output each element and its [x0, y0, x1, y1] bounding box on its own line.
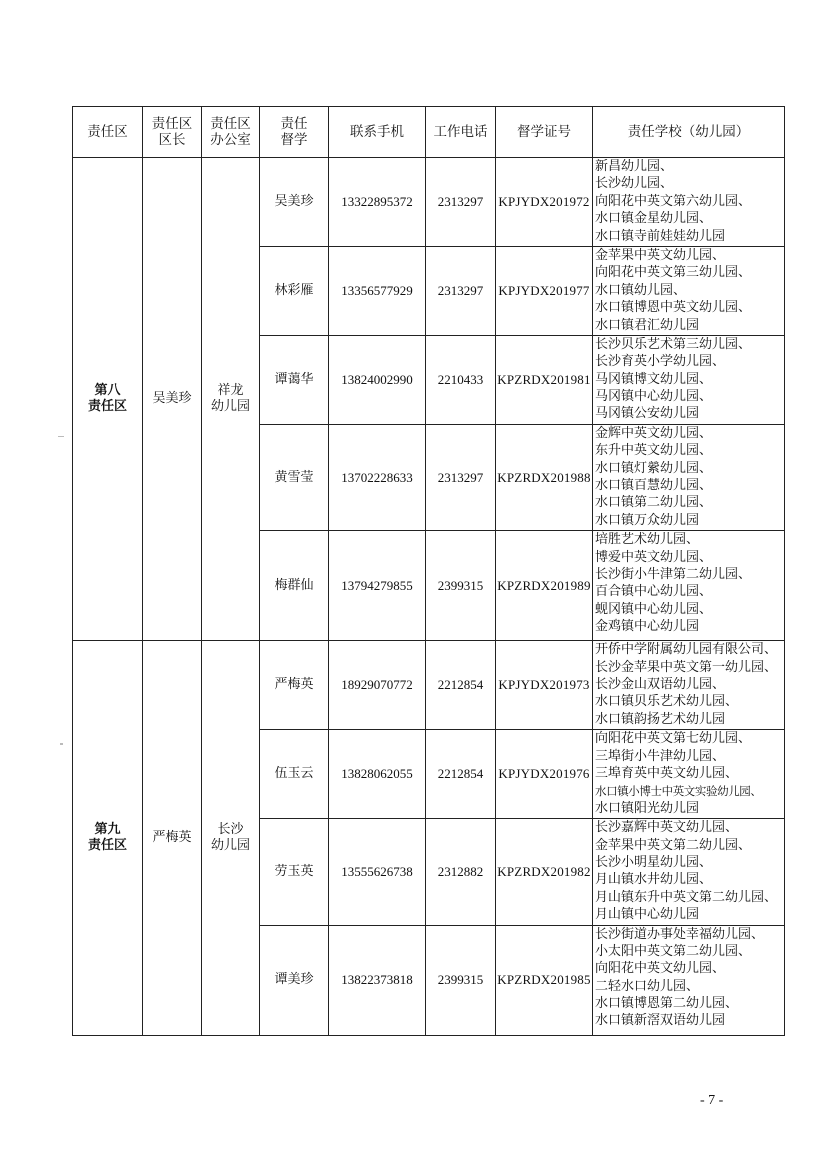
inspector-name: 劳玉英 — [260, 819, 329, 925]
cert-number: KPZRDX201989 — [496, 531, 593, 641]
school-item: 长沙街道办事处幸福幼儿园、 — [595, 926, 765, 942]
school-item: 开侨中学附属幼儿园有限公司、 — [595, 642, 778, 658]
school-item: 向阳花中英文第六幼儿园、 — [595, 193, 752, 209]
header-work-phone: 工作电话 — [426, 107, 496, 158]
school-item: 水口镇新滘双语幼儿园 — [595, 1013, 726, 1029]
work-phone: 2212854 — [426, 641, 496, 730]
school-list — [593, 531, 785, 641]
school-item: 长沙幼儿园、 — [595, 176, 674, 192]
school-item: 月山镇东升中英文第二幼儿园、 — [595, 889, 778, 905]
school-item: 水口镇幼儿园、 — [595, 282, 687, 298]
school-item: 水口镇韵扬艺术幼儿园 — [595, 711, 726, 727]
work-phone: 2313297 — [426, 158, 496, 247]
school-item: 向阳花中英文第七幼儿园、 — [595, 731, 752, 747]
header-zone-office: 责任区 办公室 — [202, 107, 260, 158]
mobile-number: 13322895372 — [329, 158, 426, 247]
school-list — [593, 158, 785, 247]
school-list — [593, 819, 785, 925]
school-item: 月山镇中心幼儿园 — [595, 907, 700, 923]
school-item: 金辉中英文幼儿园、 — [595, 425, 713, 441]
school-item: 水口镇博恩中英文幼儿园、 — [595, 300, 752, 316]
zone-chief: 严梅英 — [143, 641, 202, 1035]
header-zone-chief: 责任区 区长 — [143, 107, 202, 158]
school-item: 金苹果中英文第二幼儿园、 — [595, 837, 752, 853]
mobile-number: 13824002990 — [329, 335, 426, 424]
cert-number: KPZRDX201982 — [496, 819, 593, 925]
header-schools: 责任学校（幼儿园） — [593, 107, 785, 158]
school-item: 三埠育英中英文幼儿园、 — [595, 765, 739, 781]
inspector-name: 林彩雁 — [260, 246, 329, 335]
work-phone: 2313297 — [426, 246, 496, 335]
mobile-number: 18929070772 — [329, 641, 426, 730]
school-item: 马冈镇博文幼儿园、 — [595, 371, 713, 387]
scan-speck — [58, 436, 64, 437]
school-list — [593, 730, 785, 819]
table-row — [73, 641, 785, 730]
inspector-name: 黄雪莹 — [260, 424, 329, 530]
zone-office: 祥龙 幼儿园 — [202, 158, 260, 641]
work-phone: 2313297 — [426, 424, 496, 530]
cert-number: KPZRDX201988 — [496, 424, 593, 530]
school-item: 水口镇第二幼儿园、 — [595, 495, 713, 511]
mobile-number: 13356577929 — [329, 246, 426, 335]
mobile-number: 13828062055 — [329, 730, 426, 819]
school-item: 长沙金山双语幼儿园、 — [595, 677, 726, 693]
inspector-name: 梅群仙 — [260, 531, 329, 641]
inspection-zone-table — [72, 106, 785, 1036]
school-item: 水口镇贝乐艺术幼儿园、 — [595, 694, 739, 710]
inspector-name: 严梅英 — [260, 641, 329, 730]
header-mobile: 联系手机 — [329, 107, 426, 158]
school-item: 新昌幼儿园、 — [595, 159, 674, 174]
mobile-number: 13702228633 — [329, 424, 426, 530]
school-item: 水口镇寺前娃娃幼儿园 — [595, 228, 726, 244]
school-item: 蚬冈镇中心幼儿园、 — [595, 601, 713, 617]
school-item: 向阳花中英文第三幼儿园、 — [595, 265, 752, 281]
school-item: 长沙小明星幼儿园、 — [595, 854, 713, 870]
zone-chief: 吴美珍 — [143, 158, 202, 641]
school-item: 水口镇灯縈幼儿园、 — [595, 460, 713, 476]
school-item: 百合镇中心幼儿园、 — [595, 584, 713, 600]
table-header-row — [73, 107, 785, 158]
school-item: 小太阳中英文第二幼儿园、 — [595, 943, 752, 959]
school-list — [593, 424, 785, 530]
school-item: 水口镇万众幼儿园 — [595, 512, 700, 528]
header-inspector: 责任 督学 — [260, 107, 329, 158]
school-item: 水口镇百慧幼儿园、 — [595, 478, 713, 494]
school-item: 水口镇小博士中英文实验幼儿园、 — [595, 784, 762, 799]
school-item: 博爱中英文幼儿园、 — [595, 549, 713, 565]
school-item: 水口镇君汇幼儿园 — [595, 317, 700, 333]
cert-number: KPJYDX201976 — [496, 730, 593, 819]
zone-name: 第九 责任区 — [73, 641, 143, 1035]
school-item: 向阳花中英文幼儿园、 — [595, 961, 726, 977]
mobile-number: 13794279855 — [329, 531, 426, 641]
inspector-name: 谭美珍 — [260, 925, 329, 1035]
cert-number: KPZRDX201981 — [496, 335, 593, 424]
school-item: 水口镇阳光幼儿园 — [595, 800, 700, 816]
school-item: 长沙街小牛津第二幼儿园、 — [595, 567, 752, 583]
mobile-number: 13822373818 — [329, 925, 426, 1035]
school-item: 马冈镇公安幼儿园 — [595, 406, 700, 422]
inspector-name: 吴美珍 — [260, 158, 329, 247]
school-item: 培胜艺术幼儿园、 — [595, 532, 700, 548]
school-list — [593, 641, 785, 730]
school-item: 二轻水口幼儿园、 — [595, 978, 700, 994]
school-list — [593, 335, 785, 424]
school-item: 金鸡镇中心幼儿园 — [595, 619, 700, 635]
header-cert-number: 督学证号 — [496, 107, 593, 158]
school-item: 长沙嘉辉中英文幼儿园、 — [595, 820, 739, 836]
school-item: 长沙贝乐艺术第三幼儿园、 — [595, 336, 752, 352]
work-phone: 2399315 — [426, 925, 496, 1035]
zone-office: 长沙 幼儿园 — [202, 641, 260, 1035]
work-phone: 2399315 — [426, 531, 496, 641]
cert-number: KPZRDX201985 — [496, 925, 593, 1035]
table-row — [73, 158, 785, 247]
scan-speck — [60, 743, 63, 745]
school-list — [593, 925, 785, 1035]
cert-number: KPJYDX201977 — [496, 246, 593, 335]
work-phone: 2312882 — [426, 819, 496, 925]
school-item: 马冈镇中心幼儿园、 — [595, 389, 713, 405]
inspector-name: 伍玉云 — [260, 730, 329, 819]
school-item: 金苹果中英文幼儿园、 — [595, 247, 726, 263]
page-number: - 7 - — [700, 1093, 724, 1108]
school-item: 水口镇金星幼儿园、 — [595, 211, 713, 227]
school-item: 长沙金苹果中英文第一幼儿园、 — [595, 659, 778, 675]
work-phone: 2212854 — [426, 730, 496, 819]
inspector-name: 谭蔼华 — [260, 335, 329, 424]
work-phone: 2210433 — [426, 335, 496, 424]
header-zone: 责任区 — [73, 107, 143, 158]
school-item: 长沙育英小学幼儿园、 — [595, 354, 726, 370]
school-item: 三埠街小牛津幼儿园、 — [595, 748, 726, 764]
school-item: 月山镇水井幼儿园、 — [595, 872, 713, 888]
mobile-number: 13555626738 — [329, 819, 426, 925]
school-item: 水口镇博恩第二幼儿园、 — [595, 996, 739, 1012]
school-list — [593, 246, 785, 335]
cert-number: KPJYDX201973 — [496, 641, 593, 730]
zone-name: 第八 责任区 — [73, 158, 143, 641]
school-item: 东升中英文幼儿园、 — [595, 443, 713, 459]
cert-number: KPJYDX201972 — [496, 158, 593, 247]
